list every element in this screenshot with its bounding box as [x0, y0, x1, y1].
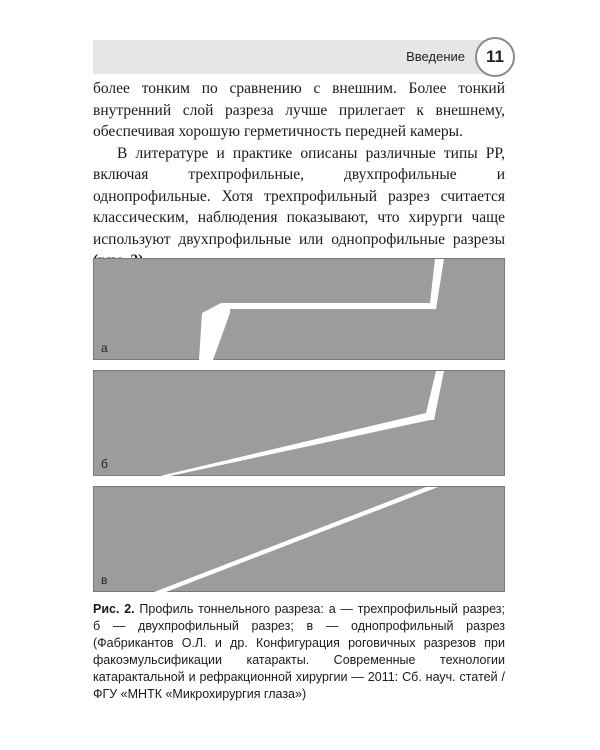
incision-long-segment — [160, 413, 430, 476]
figure-caption — [93, 601, 505, 703]
paragraph-2-text: В литературе и практике описаны различные типы РР, включая трехпрофильные, двухпрофильные и однопрофильные. Хотя трехпрофильный разрез считается классическим, наблюдения показывают, что хирурги чаще используют двухпрофильные или однопрофильные разрезы — [93, 144, 505, 248]
incision-inner-segment — [199, 313, 230, 360]
paragraph-2 — [93, 143, 505, 272]
figure-panel-a — [93, 258, 505, 360]
incision-outer-segment — [430, 259, 444, 309]
figure-panel-b — [93, 370, 505, 476]
incision-profile-two-plane — [94, 371, 506, 477]
page-number-badge: 11 — [475, 37, 515, 77]
caption-text: Профиль тоннельного разреза: а — трехпрофильный разрез; б — двухпрофильный разрез; в — однопрофильный разрез (Фабрикантов О.Л. и др. Конфигурация роговичных разрезов при факоэмульсификации катаракты. Современные технологии катарактальной и рефракционной хирургии — 2011: Сб. науч. статей / ФГУ «МНТК «Микрохирургия глаза») — [93, 602, 505, 701]
incision-profile-single-plane — [94, 487, 506, 593]
figure-panel-c — [93, 486, 505, 592]
panel-label-b: б — [101, 457, 108, 471]
incision-profile-three-plane — [94, 259, 506, 361]
incision-short-segment — [426, 371, 444, 420]
running-header — [93, 40, 505, 74]
body-text — [93, 78, 505, 272]
caption-label: Рис. 2. — [93, 602, 135, 616]
incision-single-segment — [154, 487, 438, 592]
header-section-title: Введение — [406, 49, 465, 64]
panel-label-c: в — [101, 573, 108, 587]
panel-label-a: а — [101, 341, 108, 355]
incision-middle-segment — [221, 303, 430, 309]
paragraph-1: более тонким по сравнению с внешним. Более тонкий внутренний слой разреза лучше прилегает к внешнему, обеспечивая хорошую герметичность передней камеры. — [93, 80, 505, 140]
